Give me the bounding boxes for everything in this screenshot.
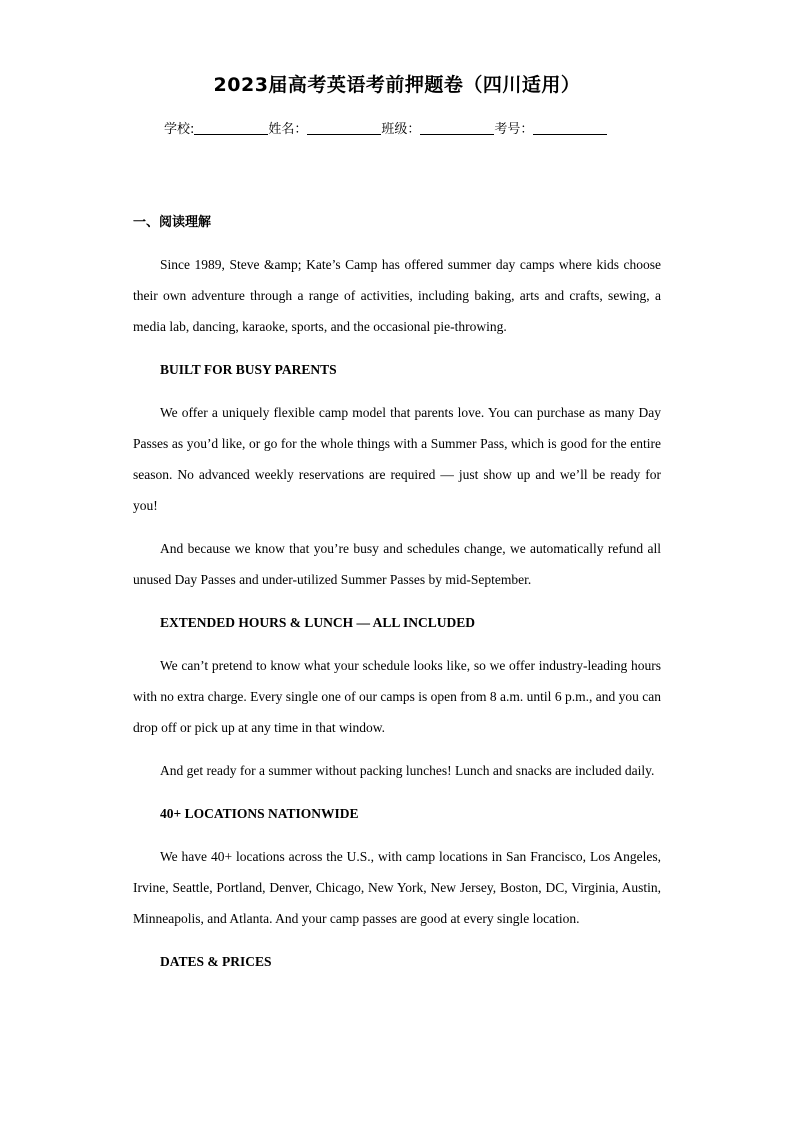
- passage-paragraph-5: And get ready for a summer without packing lunches! Lunch and snacks are included daily.: [160, 763, 655, 778]
- passage-subheading-locations: 40+ LOCATIONS NATIONWIDE: [160, 806, 359, 821]
- page-title: 2023届高考英语考前押题卷（四川适用）: [213, 74, 581, 96]
- student-info-line: [164, 118, 607, 137]
- class-label: 班级：: [381, 122, 421, 137]
- school-label: 学校:: [164, 122, 195, 137]
- passage-paragraph-1: Since 1989, Steve &amp; Kate’s Camp has offered summer day camps where kids choose their own adventure through a range of activities, including baking, arts and crafts, sewing, a media lab, dancing, karaoke, sports, and the occasional pie-throwing.: [133, 257, 661, 334]
- passage-paragraph-6: We have 40+ locations across the U.S., with camp locations in San Francisco, Los Angeles, Irvine, Seattle, Portland, Denver, Chicago, New York, New Jersey, Boston, DC, Virginia, Austin, Minneapolis, and Atlanta. And your camp passes are good at every single location.: [133, 849, 661, 926]
- exam-number-blank[interactable]: [533, 121, 607, 135]
- name-blank[interactable]: [307, 121, 381, 135]
- class-blank[interactable]: [420, 121, 494, 135]
- passage-subheading-busy-parents: BUILT FOR BUSY PARENTS: [160, 362, 337, 377]
- section-heading: 一、阅读理解: [133, 215, 212, 230]
- passage-paragraph-2: We offer a uniquely flexible camp model that parents love. You can purchase as many Day Passes as you’d like, or go for the whole things with a Summer Pass, which is good for the entire season. No advanced weekly reservations are required — just show up and we’ll be ready for you!: [133, 405, 661, 513]
- passage-subheading-extended-hours: EXTENDED HOURS & LUNCH — ALL INCLUDED: [160, 615, 476, 630]
- reading-passage: [133, 249, 661, 989]
- school-blank[interactable]: [194, 121, 268, 135]
- passage-paragraph-3: And because we know that you’re busy and schedules change, we automatically refund all unused Day Passes and under-utilized Summer Passes by mid-September.: [133, 541, 661, 587]
- passage-paragraph-4: We can’t pretend to know what your schedule looks like, so we offer industry-leading hours with no extra charge. Every single one of our camps is open from 8 a.m. until 6 p.m., and you can drop off or pick up at any time in that window.: [133, 658, 661, 735]
- passage-subheading-dates-prices: DATES & PRICES: [160, 954, 272, 969]
- name-label: 姓名：: [268, 122, 308, 137]
- exam-number-label: 考号：: [494, 122, 534, 137]
